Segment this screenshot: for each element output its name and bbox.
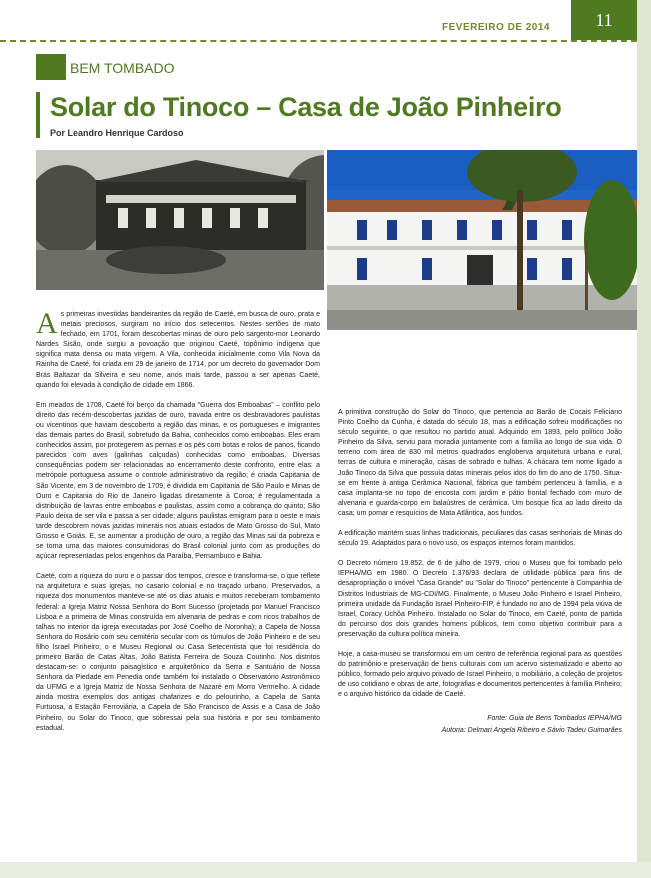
header-divider xyxy=(0,40,637,42)
article-column-left xyxy=(36,307,320,744)
side-color-strip xyxy=(637,0,651,878)
section-marker xyxy=(36,54,66,80)
article-byline: Por Leandro Henrique Cardoso xyxy=(50,128,184,138)
article-paragraph: Em meados de 1708, Caeté foi berço da chamada "Guerra dos Emboabas" – conflito pelo direito das recém-descobertas jazidas de ouro, travada entre os desbravadores paulistas ou vicentinos que haviam descoberto a região das minas, e os portugueses e imigrantes das demais partes do Brasil, sobretudo da Bahia, conhecidos como emboabas. Eles eram conhecidos assim, por protegerem as pernas e os pés com botas e rolos de panos, ficando parecidos com aves (galinhas calçudas) conhecidas como emboabas. Diversas consequências podem ser relacionadas ao encerramento deste confronto, entre elas: a metrópole portuguesa assume o controle administrativo da região; é criada Capitania de São Vicente, em 3 de novembro de 1709, é dividida em Capitania de São Paulo e Minas de Ouro e Capitania do Rio de Janeiro ligadas diretamente à Coroa; é regulamentada a distribuição de lavras entre emboabas e paulistas, assim como a cobrança do quinto; São Paulo deixa de ser vila e passa a ser cidade; alguns paulistas emigram para o oeste e mais tarde descobrem novas jazidas minerais nos atuais estados de Mato Grosso do Sul, Mato Grosso e Goiás. E, se aumentar a produção de ouro, a região das Minas sai da pobreza e se torna uma das maiores consumidoras do Brasil colonial junto com as produções do açúcar representadas pelos engenhos da Paraíba, Pernambuco e Bahia. xyxy=(36,401,320,561)
source-line: Fonte: Guia de Bens Tombados IEPHA/MG xyxy=(487,715,622,723)
authors-line: Autoria: Delmari Angela Ribeiro e Sávio Tadeu Guimarães xyxy=(441,726,622,734)
article-paragraph: A edificação mantém suas linhas tradicionais, peculiares das casas senhoriais de Minas do século 19. Adaptados para o novo uso, os espaços internos foram mantidos. xyxy=(338,530,622,548)
section-label: BEM TOMBADO xyxy=(70,60,175,76)
page-number: 11 xyxy=(571,0,637,40)
title-accent-bar xyxy=(36,92,40,138)
article-paragraph: A primitiva construção do Solar do Tinoco, que pertencia ao Barão de Cocais Feliciano Pinto Coelho da Cunha, é datada do século 18, mas a edificação sofreu modificações no século seguinte, o que resultou no partido atual. Adquirido em 1893, pelo político João Pinheiro da Silva, serviu para moradia juntamente com a família ao longo de sua vida. O terreno com área de 830 mil metros quadrados engloberva arquitetura urbana e rural, terras de cultura e mineração, casas de sobrado e tulhas. A chácara tem nome ligado a João Tinoco da Silva que possuía datas minerais pelos idos do fim do ano de 1750. Situa-se em frente à antiga Cerâmica Nacional, fábrica que também pertenceu à família, e a casa implanta-se no topo de encosta com jardim e pátio frontal fechado com muro de alvenaria e guarda-corpo em balaústres de cerâmica. Um bosque fica ao lado direito da casa; um pomar e resquícios de Mata Atlântica, aos fundos. xyxy=(338,409,622,517)
article-paragraph xyxy=(36,307,320,391)
solar-do-tinoco-photo xyxy=(324,150,637,330)
article-paragraph: O Decreto número 19.852, de 6 de julho de 1979, criou o Museu que foi tombado pelo IEPHA/MG em 1980. O Decreto 1.376/93 declara de utilidade pública para fins de desapropriação o imóvel "Casa Grande" ou "Solar do Tinoco" pertencente à Companhia de Distritos Industriais de MG-CDI/MG. Finalmente, o Museu João Pinheiro e Israel Pinheiro, primeira unidade da Fundação Israel Pinheiro-FIP, é fundado no ano de 1994 pela viúva de Israel, Coracy Uchôa Pinheiro. Instalado no Solar do Tinoco, em Caeté, ponto de partida do percurso dos dois grandes homens públicos, tem como objetivo contribuir para a preservação da cultura política mineira. xyxy=(338,560,622,638)
article-title: Solar do Tinoco – Casa de João Pinheiro xyxy=(50,92,562,122)
bottom-color-strip xyxy=(0,862,651,878)
article-paragraph: Caeté, com a riqueza do ouro e o passar dos tempos, cresce e transforma-se, o que reflete na arquitetura e suas igrejas, no casario colonial e no traçado urbano. Preservados, a riqueza dos monumentos manteve-se até os dias atuais e muitos receberam tombamento federal: a Igreja Matriz Nossa Senhora do Bom Sucesso (projetada por Manuel Francisco Lisboa e a primeira de Minas construída em alvenaria de pedras e com ricos trabalhos de talhas no interior da igreja executadas por José Coelho de Noronha); a Capela de Nossa Senhora do Rosário com seu cemitério secular com os túmulos de João Pinheiro e de seu filho Israel Pinheiro; o e Museu Regional ou Casa Setecentista que foi residência do primeiro Barão de Catas Altas, João Batista Ferreira de Souza Coutinho. Nos distritos destacam-se: o conjunto paisagístico e arquitetônico da Serra e Santuário de Nossa Senhora da Piedade em Penedia onde também foi instalado o Observatório Astronômico da UFMG e a Igreja Matriz de Nossa Senhora de Nazaré em Morro Vermelho. A cidade ainda mostra exemplos dos antigas chafarizes e do pelourinho, a Capela de Santa Furtuosa, a Estação Ferroviária, a Capela de São Francisco de Assis e a Casa de João Pinheiro, ou Solar do Tinoco, que sobressai pela sua história e por seu tombamento estadual. xyxy=(36,573,320,732)
issue-date: FEVEREIRO DE 2014 xyxy=(442,22,550,33)
article-column-right xyxy=(338,408,622,737)
historic-photo xyxy=(36,150,356,290)
article-paragraph: Hoje, a casa-museu se transformou em um centro de referência regional para as questões do patrimônio e preservação de bens culturais com um acervo sistematizado e aberto ao público, formado pelo arquivo privado de Israel Pinheiro, o mobiliário, a coleção de projetos de uso cotidiano e obras de arte, fotografias e documentos pertencentes à família Pinheiro; e o arquivo histórico da cidade de Caeté. xyxy=(338,650,622,699)
article-sources xyxy=(338,714,622,735)
dropcap: A xyxy=(36,307,58,340)
paragraph-text: s primeiras investidas bandeirantes da região de Caeté, em busca de ouro, prata e metais preciosos, surgiram no início dos setecentos. Nestes sertões de mato fechado, em 1701, foram descobertas minas de ouro pelo sargento-mor Leonardo Nardes Sisão, onde surgiu a povoação que originou Caeté, topônimo indígena que significa mata densa ou mata virgem. A Vila, conhecida inicialmente como Vila Nova da Rainha de Caeté, foi criada em 29 de janeiro de 1714, por um decreto do governador Dom Brás Baltazar da Silveira e seu nome, anos mais tarde, passou a ser apenas Caeté, quando foi elevada à condição de cidade em 1866. xyxy=(36,311,320,389)
